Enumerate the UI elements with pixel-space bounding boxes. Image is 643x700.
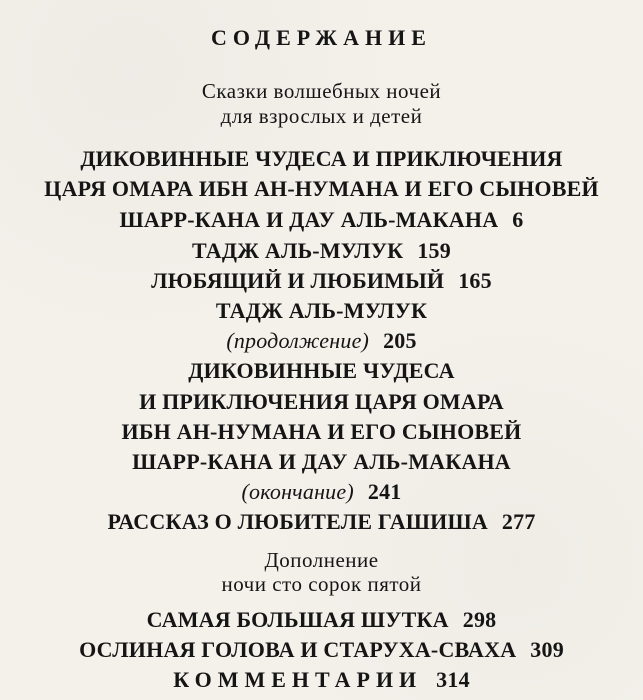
appendix-entry-3 [0, 667, 643, 693]
page-number: 309 [530, 637, 564, 662]
entry-title: РАССКАЗ О ЛЮБИТЕЛЕ ГАШИША [107, 509, 488, 534]
entry-2 [0, 238, 643, 264]
intro-line-2: для взрослых и детей [220, 104, 423, 128]
page-number: 277 [501, 509, 536, 534]
page-number: 205 [383, 328, 417, 353]
page-number: 314 [436, 667, 470, 692]
page-number: 298 [462, 607, 497, 632]
entry-title: ШАРР-КАНА И ДАУ АЛЬ-МАКАНА [119, 207, 499, 232]
appendix-entry-1 [0, 607, 643, 633]
entry-4-line-1: ТАДЖ АЛЬ-МУЛУК [215, 298, 428, 323]
page-number: 6 [512, 207, 524, 232]
entry-5-line-5 [0, 479, 643, 505]
entry-6 [0, 509, 643, 535]
page-number: 159 [417, 238, 451, 263]
entry-5-line-3: ИБН АН-НУМАНА И ЕГО СЫНОВЕЙ [121, 419, 522, 444]
appendix-line-1: Дополнение [264, 548, 379, 572]
entry-5-line-1: ДИКОВИННЫЕ ЧУДЕСА [188, 358, 455, 383]
entry-3 [0, 268, 643, 294]
entry-1-line-1: ДИКОВИННЫЕ ЧУДЕСА И ПРИКЛЮЧЕНИЯ [80, 146, 563, 171]
entry-title: САМАЯ БОЛЬШАЯ ШУТКА [146, 607, 449, 632]
entry-5-line-2: И ПРИКЛЮЧЕНИЯ ЦАРЯ ОМАРА [139, 389, 504, 414]
page-title: СОДЕРЖАНИЕ [211, 25, 432, 50]
page-number: 241 [367, 479, 402, 504]
entry-title: ОСЛИНАЯ ГОЛОВА И СТАРУХА-СВАХА [79, 637, 517, 662]
entry-title: ТАДЖ АЛЬ-МУЛУК [192, 238, 404, 263]
intro-line-1: Сказки волшебных ночей [201, 79, 442, 103]
entry-title: ЛЮБЯЩИЙ И ЛЮБИМЫЙ [151, 268, 445, 293]
entry-note: (окончание) [241, 479, 354, 504]
entry-note: (продолжение) [226, 328, 370, 353]
appendix-entry-2 [0, 637, 643, 663]
entry-4-line-2 [0, 328, 643, 354]
page-number: 165 [458, 268, 492, 293]
entry-1-line-3 [0, 207, 643, 233]
entry-1-line-2: ЦАРЯ ОМАРА ИБН АН-НУМАНА И ЕГО СЫНОВЕЙ [44, 176, 599, 201]
entry-title: КОММЕНТАРИИ [173, 667, 423, 692]
appendix-line-2: ночи сто сорок пятой [221, 572, 422, 596]
entry-5-line-4: ШАРР-КАНА И ДАУ АЛЬ-МАКАНА [132, 449, 511, 474]
